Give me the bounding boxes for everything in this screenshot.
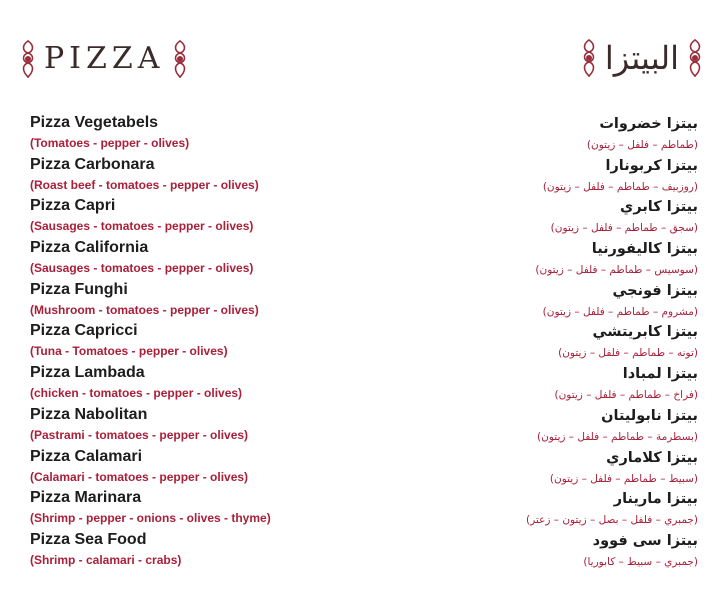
- item-name: بيتزا كابري: [620, 199, 698, 216]
- item-ingredients: (طماطم – فلفل – زيتون): [586, 139, 698, 151]
- header-arabic: [581, 32, 703, 84]
- item-ingredients: (بسطرمة – طماطم – فلفل – زيتون): [537, 430, 698, 443]
- menu-item: [30, 447, 360, 489]
- item-ingredients: (Sausages - tomatoes - pepper - olives): [30, 261, 254, 276]
- item-ingredients: (Sausages - tomatoes - pepper - olives): [30, 219, 254, 234]
- item-name: بيتزا مارينار: [613, 491, 698, 508]
- item-ingredients: (Mushroom - tomatoes - pepper - olives): [30, 302, 259, 317]
- menu-item: [368, 531, 698, 573]
- page-title-english: PIZZA: [44, 41, 165, 76]
- item-ingredients: (Tomatoes - pepper - olives): [30, 136, 190, 150]
- item-name: بيتزا نابوليتان: [601, 407, 698, 424]
- item-name: Pizza Nabolitan: [30, 405, 148, 423]
- ornament-left-icon: [581, 38, 597, 78]
- item-name: Pizza Vegetabels: [30, 114, 159, 131]
- item-name: Pizza Carbonara: [30, 155, 155, 173]
- menu-item: [368, 239, 698, 281]
- item-ingredients: (Pastrami - tomatoes - pepper - olives): [30, 427, 249, 442]
- ornament-right-icon: [172, 39, 188, 79]
- item-name: بيتزا كابريتشي: [592, 324, 698, 341]
- menu-item: [30, 363, 360, 405]
- item-ingredients: (مشروم – طماطم – فلفل – زيتون): [542, 305, 698, 318]
- item-name: بيتزا كلاماري: [606, 449, 698, 466]
- item-ingredients: (Calamari - tomatoes - pepper - olives): [30, 469, 249, 484]
- menu-item: [30, 113, 360, 155]
- menu-item: [368, 364, 698, 406]
- menu-list-arabic: [368, 114, 698, 573]
- item-ingredients: (Shrimp - calamari - crabs): [30, 552, 182, 567]
- ornament-right-icon: [687, 38, 703, 78]
- menu-item: [30, 238, 360, 280]
- item-ingredients: (سجق – طماطم – فلفل – زيتون): [550, 222, 698, 235]
- item-name: Pizza California: [30, 239, 149, 257]
- item-ingredients: (سوسيس – طماطم – فلفل – زيتون): [535, 264, 698, 277]
- menu-item: [368, 448, 698, 490]
- item-ingredients: (Shrimp - pepper - onions - olives - thyme): [30, 511, 271, 526]
- menu-item: [368, 322, 698, 364]
- header-english: [20, 36, 188, 82]
- item-ingredients: (Roast beef - tomatoes - pepper - olives): [30, 177, 259, 192]
- item-ingredients: (سبيط – طماطم – فلفل – زيتون): [549, 472, 698, 485]
- menu-item: [30, 196, 360, 238]
- menu-item: [30, 321, 360, 363]
- item-ingredients: (chicken - tomatoes - pepper - olives): [30, 386, 243, 401]
- item-name: بيتزا فونجي: [612, 282, 698, 299]
- item-name: Pizza Calamari: [30, 447, 143, 465]
- menu-item: [30, 530, 360, 572]
- menu-item: [30, 155, 360, 197]
- item-name: Pizza Lambada: [30, 364, 145, 382]
- item-ingredients: (جمبري – سبيط – كابوريا): [583, 555, 698, 568]
- menu-item: [30, 280, 360, 322]
- item-name: Pizza Sea Food: [30, 530, 147, 548]
- menu-list-english: [30, 113, 360, 572]
- menu-item: [368, 197, 698, 239]
- menu-item: [368, 281, 698, 323]
- menu-item: [30, 488, 360, 530]
- item-name: بيتزا لمبادا: [622, 366, 698, 383]
- item-name: بيتزا كربونارا: [605, 157, 698, 174]
- item-ingredients: (روزبيف – طماطم – فلفل – زيتون): [542, 180, 698, 193]
- page-title-arabic: البيتزا: [604, 39, 679, 77]
- item-name: Pizza Capri: [30, 197, 116, 215]
- item-name: Pizza Funghi: [30, 280, 128, 298]
- item-ingredients: (جمبري – فلفل – بصل – زيتون – زعتر): [526, 514, 698, 527]
- item-ingredients: (Tuna - Tomatoes - pepper - olives): [30, 344, 228, 359]
- item-name: بيتزا خضروات: [599, 116, 698, 132]
- menu-item: [30, 405, 360, 447]
- item-name: بيتزا كاليفورنيا: [591, 241, 698, 258]
- item-ingredients: (تونه – طماطم – فلفل – زيتون): [558, 347, 698, 360]
- menu-item: [368, 156, 698, 198]
- item-ingredients: (فراخ – طماطم – فلفل – زيتون): [554, 389, 698, 402]
- item-name: Pizza Marinara: [30, 489, 142, 507]
- menu-item: [368, 489, 698, 531]
- item-name: بيتزا سى فوود: [592, 532, 698, 549]
- item-name: Pizza Capricci: [30, 322, 138, 340]
- ornament-left-icon: [20, 39, 36, 79]
- menu-item: [368, 114, 698, 156]
- menu-item: [368, 406, 698, 448]
